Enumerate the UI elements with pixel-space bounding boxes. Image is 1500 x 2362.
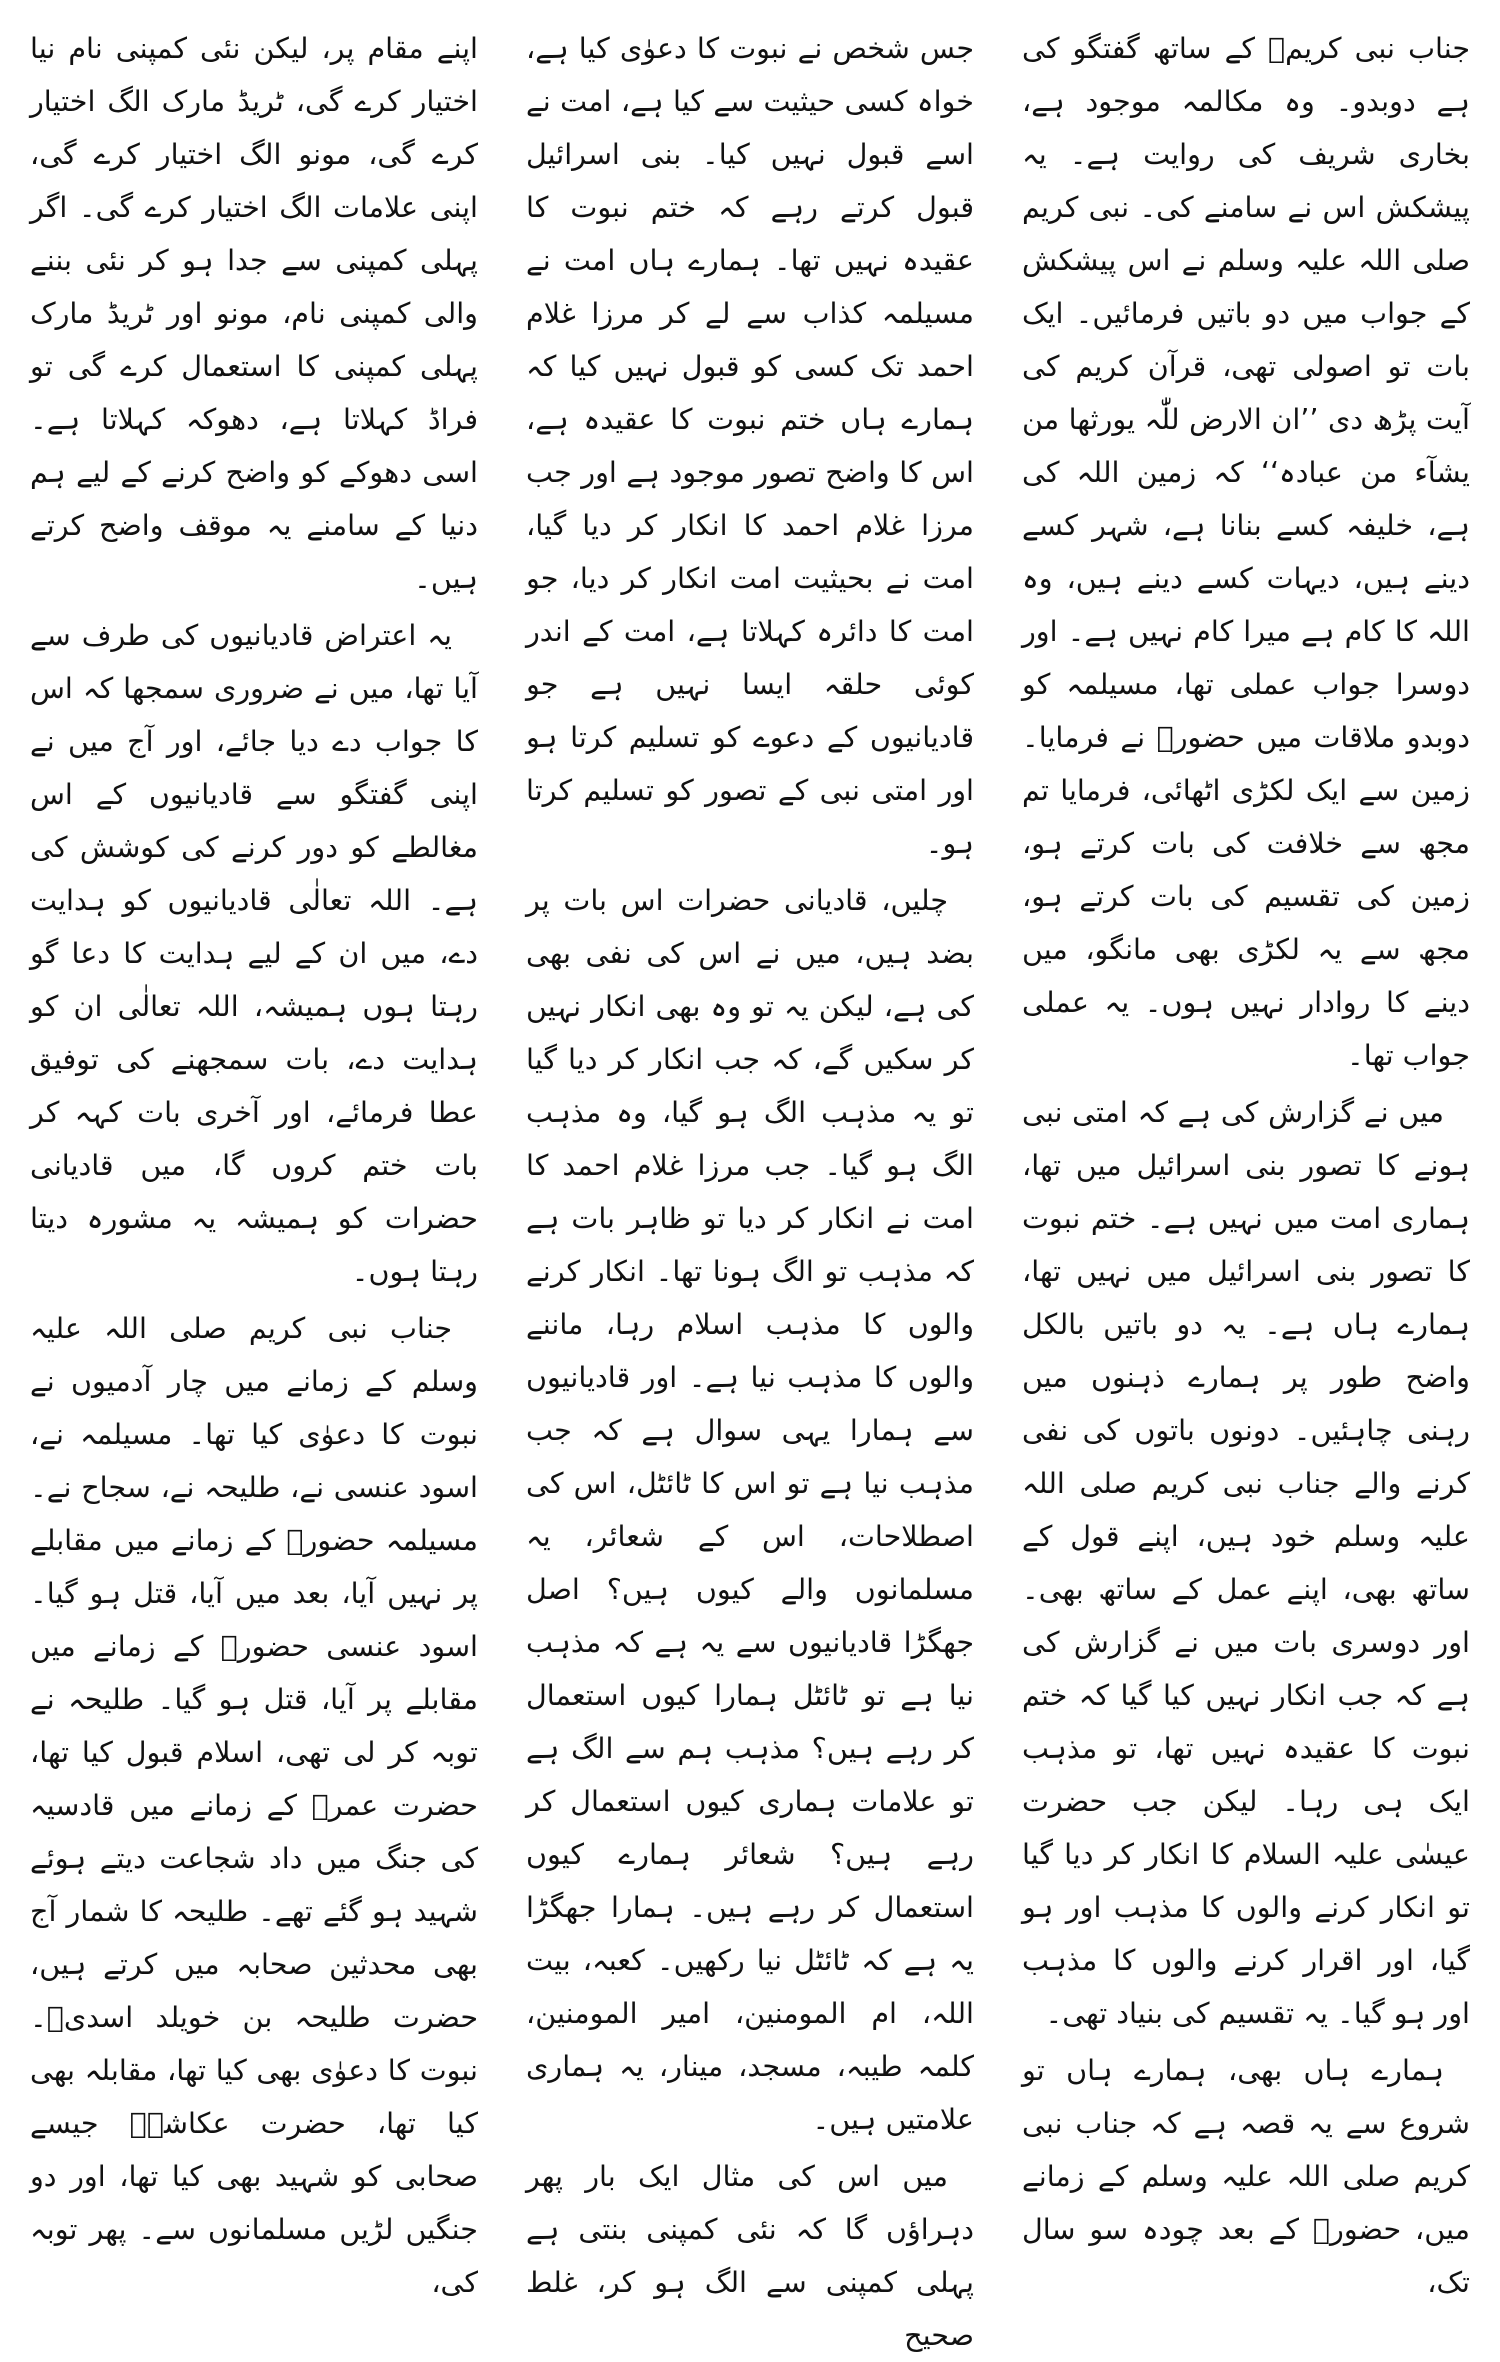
paragraph: جناب نبی کریم صلی اللہ علیہ وسلم کے زمانے میں چار آدمیوں نے نبوت کا دعوٰی کیا تھا۔ مسیلمہ نے، اسود عنسی نے، طلیحہ نے، سجاح نے۔ مسیلمہ حضورؐ کے زمانے میں مقابلے پر نہیں آیا، بعد میں آیا، قتل ہو گیا۔ اسود عنسی حضورؐ کے زمانے میں مقابلے پر آیا، قتل ہو گیا۔ طلیحہ نے توبہ کر لی تھی، اسلام قبول کیا تھا، حضرت عمرؓ کے زمانے میں قادسیہ کی جنگ میں داد شجاعت دیتے ہوئے شہید ہو گئے تھے۔ طلیحہ کا شمار آج بھی محدثین صحابہ میں کرتے ہیں، حضرت طلیحہ بن خویلد اسدیؓ۔ نبوت کا دعوٰی بھی کیا تھا، مقابلہ بھی کیا تھا، حضرت عکاشہؓ جیسے صحابی کو شہید بھی کیا تھا، اور دو جنگیں لڑیں مسلمانوں سے۔ پھر توبہ کی، bbox=[30, 1311, 478, 2299]
article-column-1 bbox=[1022, 22, 1470, 2299]
article-column-2 bbox=[526, 22, 974, 2352]
paragraph: میں اس کی مثال ایک بار پھر دہراؤں گا کہ نئی کمپنی بنتی ہے پہلی کمپنی سے الگ ہو کر، غلط صحیح bbox=[526, 2159, 974, 2352]
paragraph: چلیں، قادیانی حضرات اس بات پر بضد ہیں، میں نے اس کی نفی بھی کی ہے، لیکن یہ تو وہ بھی انکار نہیں کر سکیں گے، کہ جب انکار کر دیا گیا تو یہ مذہب الگ ہو گیا، وہ مذہب الگ ہو گیا۔ جب مرزا غلام احمد کا امت نے انکار کر دیا تو ظاہر بات ہے کہ مذہب تو الگ ہونا تھا۔ انکار کرنے والوں کا مذہب اسلام رہا، ماننے والوں کا مذہب نیا ہے۔ اور قادیانیوں سے ہمارا یہی سوال ہے کہ جب مذہب نیا ہے تو اس کا ٹائٹل، اس کی اصطلاحات، اس کے شعائر، یہ مسلمانوں والے کیوں ہیں؟ اصل جھگڑا قادیانیوں سے یہ ہے کہ مذہب نیا ہے تو ٹائٹل ہمارا کیوں استعمال کر رہے ہیں؟ مذہب ہم سے الگ ہے تو علامات ہماری کیوں استعمال کر رہے ہیں؟ شعائر ہمارے کیوں استعمال کر رہے ہیں۔ ہمارا جھگڑا یہ ہے کہ ٹائٹل نیا رکھیں۔ کعبہ، بیت اللہ، ام المومنین، امیر المومنین، کلمہ طیبہ، مسجد، مینار، یہ ہماری علامتیں ہیں۔ bbox=[526, 883, 974, 2136]
paragraph: اپنے مقام پر، لیکن نئی کمپنی نام نیا اختیار کرے گی، ٹریڈ مارک الگ اختیار کرے گی، مونو الگ اختیار کرے گی، اپنی علامات الگ اختیار کرے گی۔ اگر پہلی کمپنی سے جدا ہو کر نئی بننے والی کمپنی نام، مونو اور ٹریڈ مارک پہلی کمپنی کا استعمال کرے گی تو فراڈ کہلاتا ہے، دھوکہ کہلاتا ہے۔ اسی دھوکے کو واضح کرنے کے لیے ہم دنیا کے سامنے یہ موقف واضح کرتے ہیں۔ bbox=[30, 31, 478, 595]
paragraph: جناب نبی کریمؐ کے ساتھ گفتگو کی ہے دوبدو۔ وہ مکالمہ موجود ہے، بخاری شریف کی روایت ہے۔ یہ پیشکش اس نے سامنے کی۔ نبی کریم صلی اللہ علیہ وسلم نے اس پیشکش کے جواب میں دو باتیں فرمائیں۔ ایک بات تو اصولی تھی، قرآن کریم کی آیت پڑھ دی ’’ان الارض للّٰہ یورثھا من یشآء من عبادہ‘‘ کہ زمین اللہ کی ہے، خلیفہ کسے بنانا ہے، شہر کسے دینے ہیں، دیہات کسے دینے ہیں، وہ اللہ کا کام ہے میرا کام نہیں ہے۔ اور دوسرا جواب عملی تھا، مسیلمہ کو دوبدو ملاقات میں حضورؐ نے فرمایا۔ زمین سے ایک لکڑی اٹھائی، فرمایا تم مجھ سے خلافت کی بات کرتے ہو، زمین کی تقسیم کی بات کرتے ہو، مجھ سے یہ لکڑی بھی مانگو، میں دینے کا روادار نہیں ہوں۔ یہ عملی جواب تھا۔ bbox=[1022, 31, 1470, 1072]
paragraph: جس شخص نے نبوت کا دعوٰی کیا ہے، خواہ کسی حیثیت سے کیا ہے، امت نے اسے قبول نہیں کیا۔ بنی اسرائیل قبول کرتے رہے کہ ختم نبوت کا عقیدہ نہیں تھا۔ ہمارے ہاں امت نے مسیلمہ کذاب سے لے کر مرزا غلام احمد تک کسی کو قبول نہیں کیا کہ ہمارے ہاں ختم نبوت کا عقیدہ ہے، اس کا واضح تصور موجود ہے اور جب مرزا غلام احمد کا انکار کر دیا گیا، امت نے بحیثیت امت انکار کر دیا، جو امت کا دائرہ کہلاتا ہے، امت کے اندر کوئی حلقہ ایسا نہیں ہے جو قادیانیوں کے دعوے کو تسلیم کرتا ہو اور امتی نبی کے تصور کو تسلیم کرتا ہو۔ bbox=[526, 31, 974, 860]
article-column-3 bbox=[30, 22, 478, 2299]
paragraph: میں نے گزارش کی ہے کہ امتی نبی ہونے کا تصور بنی اسرائیل میں تھا، ہماری امت میں نہیں ہے۔ ختم نبوت کا تصور بنی اسرائیل میں نہیں تھا، ہمارے ہاں ہے۔ یہ دو باتیں بالکل واضح طور پر ہمارے ذہنوں میں رہنی چاہئیں۔ دونوں باتوں کی نفی کرنے والے جناب نبی کریم صلی اللہ علیہ وسلم خود ہیں، اپنے قول کے ساتھ بھی، اپنے عمل کے ساتھ بھی۔ اور دوسری بات میں نے گزارش کی ہے کہ جب انکار نہیں کیا گیا کہ ختم نبوت کا عقیدہ نہیں تھا، تو مذہب ایک ہی رہا۔ لیکن جب حضرت عیسٰی علیہ السلام کا انکار کر دیا گیا تو انکار کرنے والوں کا مذہب اور ہو گیا، اور اقرار کرنے والوں کا مذہب اور ہو گیا۔ یہ تقسیم کی بنیاد تھی۔ bbox=[1022, 1095, 1470, 2030]
paragraph: یہ اعتراض قادیانیوں کی طرف سے آیا تھا، میں نے ضروری سمجھا کہ اس کا جواب دے دیا جائے، اور آج میں نے اپنی گفتگو سے قادیانیوں کے اس مغالطے کو دور کرنے کی کوشش کی ہے۔ اللہ تعالٰی قادیانیوں کو ہدایت دے، میں ان کے لیے ہدایت کا دعا گو رہتا ہوں ہمیشہ، اللہ تعالٰی ان کو ہدایت دے، بات سمجھنے کی توفیق عطا فرمائے، اور آخری بات کہہ کر بات ختم کروں گا، میں قادیانی حضرات کو ہمیشہ یہ مشورہ دیتا رہتا ہوں۔ bbox=[30, 618, 478, 1288]
paragraph: ہمارے ہاں بھی، ہمارے ہاں تو شروع سے یہ قصہ ہے کہ جناب نبی کریم صلی اللہ علیہ وسلم کے زمانے میں، حضورؐ کے بعد چودہ سو سال تک، bbox=[1022, 2053, 1470, 2299]
